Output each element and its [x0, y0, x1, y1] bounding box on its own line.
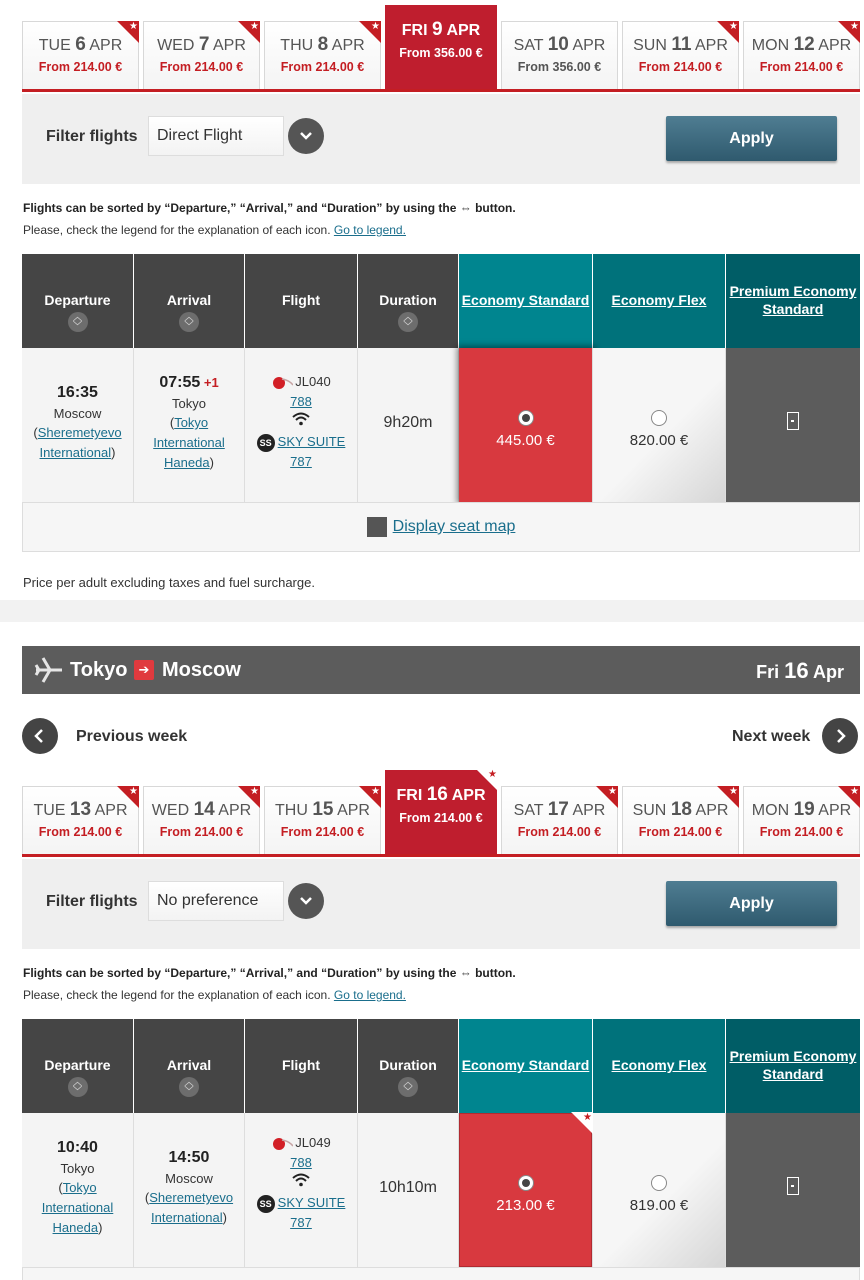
date-tab-thu-8[interactable]	[264, 21, 381, 89]
route-header	[22, 646, 860, 694]
paren: )	[222, 1210, 227, 1225]
date-month: APR	[337, 802, 370, 819]
header-flight-label: Flight	[281, 292, 321, 308]
star-icon: ★	[476, 769, 498, 791]
wifi-icon	[245, 412, 357, 432]
sort-note: Flights can be sorted by “Departure,” “Arrival,” and “Duration” by using the ⇔ button.	[23, 966, 516, 980]
seat-map-bar	[22, 1267, 860, 1280]
date-dow: FRI	[401, 22, 428, 39]
fare-price: 213.00 €	[496, 1197, 555, 1214]
date-month: APR	[94, 802, 128, 819]
date-day: 14	[193, 799, 215, 820]
fare-price: 819.00 €	[629, 1197, 689, 1214]
jal-logo-icon	[271, 1137, 289, 1151]
date-day: 11	[671, 34, 692, 55]
star-icon: ★	[838, 786, 860, 808]
date-day: 16	[426, 784, 448, 805]
chevron-left-icon[interactable]	[22, 718, 58, 754]
date-tab-sun-11[interactable]	[622, 21, 739, 89]
date-price: From 214.00 €	[280, 825, 365, 839]
cabin-link[interactable]: Premium Economy Standard	[729, 283, 857, 317]
inbound-filter-bar	[22, 859, 860, 949]
legend-note-text: Please, check the legend for the explanation of each icon.	[23, 988, 331, 1002]
sort-icon[interactable]: ︿ ﹀	[398, 312, 418, 332]
date-month: APR	[818, 37, 852, 54]
date-price: From 214.00 €	[159, 60, 244, 74]
outbound-date-strip	[22, 0, 860, 92]
flight-cell	[245, 1113, 358, 1267]
date-dow: MON	[751, 37, 790, 54]
header-flight-label: Flight	[281, 1057, 321, 1073]
date-day: 8	[317, 34, 329, 55]
date-price: From 356.00 €	[399, 46, 483, 60]
date-label	[385, 19, 497, 41]
route-arrow-icon: ➔	[134, 660, 154, 680]
paren: )	[209, 455, 214, 470]
header-economy-standard[interactable]	[459, 254, 592, 348]
cabin-link[interactable]: Economy Flex	[611, 292, 707, 308]
seat-icon	[367, 517, 387, 537]
duration-cell: 9h20m	[358, 348, 459, 502]
filter-select[interactable]: No preference	[148, 881, 284, 921]
date-price: From 356.00 €	[517, 60, 602, 74]
inbound-flight-table	[22, 1019, 860, 1280]
header-arrival[interactable]	[134, 254, 244, 348]
arrival-cell	[134, 348, 245, 502]
arrival-cell	[134, 1113, 245, 1267]
star-icon: ★	[117, 786, 139, 808]
sort-note: Flights can be sorted by “Departure,” “Arrival,” and “Duration” by using the ⇔ button.	[23, 201, 516, 215]
sort-icon[interactable]: ︿ ﹀	[398, 1077, 418, 1097]
header-arrival-label: Arrival	[166, 1057, 212, 1073]
date-month: APR	[218, 802, 252, 819]
star-icon: ★	[359, 21, 381, 43]
departure-airport-link[interactable]: Tokyo International Haneda	[41, 1180, 114, 1235]
route-date-dow: Fri	[756, 662, 780, 682]
date-month: APR	[331, 37, 365, 54]
fare-premium-economy-unavailable	[726, 1113, 860, 1267]
date-tab-tue-6[interactable]	[22, 21, 139, 89]
header-arrival[interactable]	[134, 1019, 244, 1113]
date-month: APR	[572, 802, 606, 819]
display-seat-map-link[interactable]: Display seat map	[392, 518, 516, 536]
price-note: Price per adult excluding taxes and fuel surcharge.	[23, 575, 315, 590]
date-tab-wed-14[interactable]	[143, 786, 260, 854]
filter-label: Filter flights	[46, 128, 138, 145]
unavailable-icon	[787, 412, 799, 430]
departure-time: 16:35	[57, 384, 98, 401]
departure-airport-link[interactable]: Sheremetyevo International	[37, 425, 122, 460]
chevron-right-icon[interactable]	[822, 718, 858, 754]
departure-airport	[22, 1178, 133, 1238]
chevron-down-icon[interactable]	[288, 118, 324, 154]
inbound-date-strip	[22, 765, 860, 857]
radio-selected[interactable]	[518, 410, 534, 426]
paren: (	[58, 1180, 63, 1195]
aircraft-link[interactable]: 788	[290, 1155, 312, 1170]
flight-number: JL040	[295, 374, 331, 389]
date-day: 12	[793, 34, 815, 55]
fare-price: 445.00 €	[496, 432, 555, 449]
date-label	[502, 34, 617, 56]
outbound-section	[0, 0, 864, 600]
date-price: From 214.00 €	[38, 825, 123, 839]
legend-note	[23, 223, 406, 237]
header-economy-standard[interactable]	[459, 1019, 592, 1113]
route-date-mon: Apr	[813, 662, 844, 682]
filter-select[interactable]: Direct Flight	[148, 116, 284, 156]
date-tab-mon-19[interactable]	[743, 786, 860, 854]
suite-aircraft-link[interactable]: 787	[290, 454, 312, 469]
departure-city: Tokyo	[60, 1161, 95, 1176]
date-month: APR	[89, 37, 123, 54]
legend-note-text: Please, check the legend for the explanation of each icon.	[23, 223, 331, 237]
date-month: APR	[572, 37, 606, 54]
cabin-link[interactable]: Economy Standard	[461, 1057, 590, 1073]
table-row	[22, 348, 860, 502]
paren: )	[111, 445, 116, 460]
header-economy-flex[interactable]	[593, 1019, 725, 1113]
header-departure[interactable]	[22, 1019, 133, 1113]
route-date-day: 16	[784, 658, 809, 683]
fare-price: 820.00 €	[629, 432, 689, 449]
paren: (	[169, 415, 175, 430]
fare-economy-flex[interactable]	[593, 1113, 726, 1267]
date-day: 18	[670, 799, 692, 820]
duration-cell: 10h10m	[358, 1113, 459, 1267]
header-duration-label: Duration	[379, 292, 437, 308]
header-flight	[245, 254, 357, 348]
date-month: APR	[451, 787, 486, 804]
sky-suite-icon: SS	[257, 434, 275, 452]
star-icon: ★	[238, 786, 260, 808]
date-month: APR	[213, 37, 246, 54]
section-divider	[0, 600, 864, 622]
fare-economy-standard[interactable]	[459, 1113, 593, 1267]
date-tab-mon-12[interactable]	[743, 21, 860, 89]
cabin-link[interactable]: Economy Standard	[461, 292, 590, 308]
date-dow: THU	[275, 802, 308, 819]
header-duration[interactable]	[358, 1019, 458, 1113]
airplane-icon	[34, 656, 64, 689]
outbound-filter-bar	[22, 94, 860, 184]
arrival-airport	[134, 1188, 244, 1228]
date-month: APR	[694, 37, 728, 54]
inbound-section	[0, 622, 864, 1280]
date-tab-tue-13[interactable]	[22, 786, 139, 854]
route-destination: Moscow	[162, 659, 241, 681]
sky-suite-icon: SS	[257, 1195, 275, 1213]
header-premium-economy[interactable]	[726, 1019, 860, 1113]
date-day: 15	[312, 799, 334, 820]
date-tab-fri-16[interactable]	[385, 770, 497, 854]
date-price: From 214.00 €	[638, 60, 723, 74]
chevron-down-icon[interactable]	[288, 883, 324, 919]
date-day: 6	[75, 34, 86, 55]
departure-time: 10:40	[57, 1139, 98, 1156]
date-dow: SUN	[632, 802, 667, 819]
date-price: From 214.00 €	[280, 60, 365, 74]
date-dow: WED	[157, 37, 195, 54]
star-icon: ★	[359, 786, 381, 808]
radio-unselected[interactable]	[651, 410, 667, 426]
route-origin: Tokyo	[70, 659, 128, 681]
fare-economy-standard[interactable]	[459, 348, 593, 502]
date-price: From 214.00 €	[759, 60, 844, 74]
go-to-legend-link[interactable]: Go to legend.	[333, 988, 406, 1002]
star-icon: ★	[596, 786, 618, 808]
paren: (	[33, 425, 38, 440]
radio-selected[interactable]	[518, 1175, 534, 1191]
star-icon: ★	[238, 21, 260, 43]
date-dow: MON	[751, 802, 790, 819]
header-duration-label: Duration	[379, 1057, 437, 1073]
flight-number: JL049	[295, 1135, 331, 1150]
date-dow: SUN	[633, 37, 667, 54]
day-offset: +1	[203, 375, 219, 390]
header-departure[interactable]	[22, 254, 133, 348]
star-icon: ★	[717, 21, 739, 43]
arrival-airport-link[interactable]: Sheremetyevo International	[149, 1190, 234, 1225]
date-tab-fri-9[interactable]	[385, 5, 497, 89]
date-dow: THU	[280, 37, 314, 54]
arrival-time: 07:55	[159, 374, 201, 391]
date-price: From 214.00 €	[38, 60, 123, 74]
date-tab-sat-10[interactable]	[501, 21, 618, 89]
date-price: From 214.00 €	[399, 811, 483, 825]
next-week-button[interactable]: Next week	[732, 728, 811, 745]
legend-note	[23, 988, 406, 1002]
suite-aircraft-link[interactable]: 787	[290, 1215, 312, 1230]
departure-cell	[22, 348, 134, 502]
date-dow: SAT	[513, 802, 544, 819]
paren: (	[144, 1190, 150, 1205]
sort-icon[interactable]: ︿ ﹀	[179, 1077, 199, 1097]
date-day: 7	[198, 34, 210, 55]
date-price: From 214.00 €	[759, 825, 844, 839]
departure-airport	[22, 423, 133, 463]
star-icon: ★	[717, 786, 739, 808]
table-row	[22, 1113, 860, 1267]
departure-city: Moscow	[53, 406, 102, 421]
date-price: From 214.00 €	[159, 825, 244, 839]
date-tab-thu-15[interactable]	[264, 786, 381, 854]
flight-cell	[245, 348, 358, 502]
arrival-time: 14:50	[168, 1149, 210, 1166]
date-price: From 214.00 €	[638, 825, 723, 839]
arrival-city: Moscow	[165, 1171, 213, 1186]
fare-economy-flex[interactable]	[593, 348, 726, 502]
date-day: 10	[547, 34, 569, 55]
star-icon: ★	[117, 21, 139, 43]
date-day: 13	[69, 799, 92, 820]
fare-premium-economy-unavailable	[726, 348, 860, 502]
apply-button[interactable]: Apply	[666, 116, 837, 161]
filter-label: Filter flights	[46, 893, 138, 910]
seat-map-bar	[22, 502, 860, 552]
departure-cell	[22, 1113, 134, 1267]
header-flight	[245, 1019, 357, 1113]
arrival-airport-link[interactable]: Tokyo International Haneda	[153, 415, 225, 470]
date-month: APR	[695, 802, 729, 819]
date-day: 9	[432, 19, 443, 40]
paren: )	[98, 1220, 103, 1235]
arrival-airport	[134, 413, 244, 473]
header-economy-flex[interactable]	[593, 254, 725, 348]
date-tab-sun-18[interactable]	[622, 786, 739, 854]
header-premium-economy[interactable]	[726, 254, 860, 348]
date-day: 17	[547, 799, 569, 820]
date-price: From 214.00 €	[517, 825, 602, 839]
apply-button[interactable]: Apply	[666, 881, 837, 926]
date-tab-wed-7[interactable]	[143, 21, 260, 89]
date-month: APR	[446, 22, 481, 39]
date-dow: FRI	[396, 787, 423, 804]
sort-icon[interactable]: ︿ ﹀	[68, 1077, 88, 1097]
outbound-flight-table	[22, 254, 860, 554]
star-icon: ★	[571, 1112, 593, 1134]
sky-suite-link[interactable]: SKY SUITE	[277, 434, 346, 449]
date-dow: WED	[151, 802, 190, 819]
sky-suite-link[interactable]: SKY SUITE	[277, 1195, 346, 1210]
date-month: APR	[818, 802, 852, 819]
date-dow: TUE	[38, 37, 71, 54]
sort-icon[interactable]: ︿ ﹀	[68, 312, 88, 332]
header-departure-label: Departure	[44, 1057, 111, 1073]
header-departure-label: Departure	[44, 292, 111, 308]
go-to-legend-link[interactable]: Go to legend.	[333, 223, 406, 237]
route-date	[756, 658, 844, 684]
sort-icon[interactable]: ︿ ﹀	[179, 312, 199, 332]
cabin-link[interactable]: Economy Flex	[611, 1057, 707, 1073]
star-icon: ★	[838, 21, 860, 43]
header-duration[interactable]	[358, 254, 458, 348]
date-day: 19	[793, 799, 815, 820]
cabin-link[interactable]: Premium Economy Standard	[729, 1048, 857, 1082]
jal-logo-icon	[271, 376, 289, 390]
previous-week-button[interactable]: Previous week	[76, 728, 188, 745]
arrival-city: Tokyo	[172, 396, 206, 411]
unavailable-icon	[787, 1177, 799, 1195]
date-tab-sat-17[interactable]	[501, 786, 618, 854]
wifi-icon	[245, 1173, 357, 1193]
radio-unselected[interactable]	[651, 1175, 667, 1191]
header-arrival-label: Arrival	[166, 292, 212, 308]
date-dow: SAT	[513, 37, 544, 54]
date-dow: TUE	[33, 802, 66, 819]
aircraft-link[interactable]: 788	[290, 394, 312, 409]
